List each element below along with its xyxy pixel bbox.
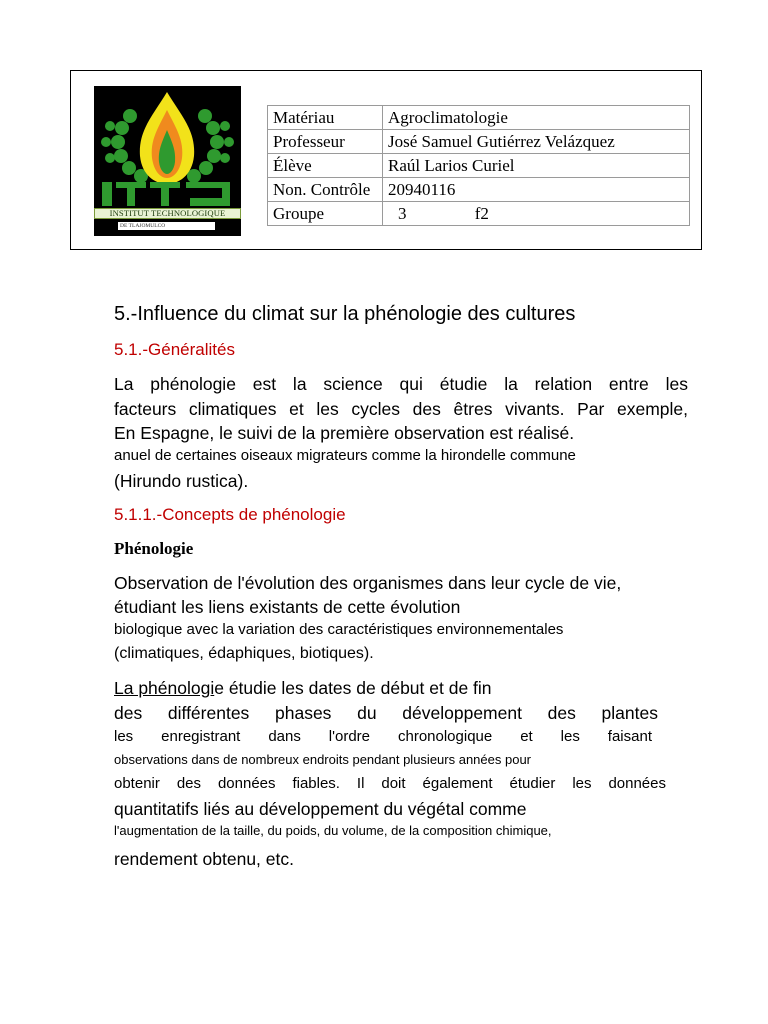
table-value — [383, 202, 690, 226]
flame-emblem-icon — [94, 86, 241, 208]
paragraph-text: e étudie les dates de début et de fin — [214, 678, 492, 698]
paragraph-line: l'augmentation de la taille, du poids, du volume, de la composition chimique, — [114, 823, 552, 838]
table-row — [268, 130, 690, 154]
groupe-number: 3 — [398, 203, 407, 223]
paragraph-line: (climatiques, édaphiques, biotiques). — [114, 645, 374, 662]
paragraph-line — [114, 677, 688, 699]
logo-sub-text: DE TLAJOMULCO — [118, 222, 215, 230]
groupe-code: f2 — [474, 203, 489, 223]
paragraph-line: En Espagne, le suivi de la première observation est réalisé. — [114, 423, 575, 443]
table-label: Élève — [268, 154, 383, 178]
institution-logo — [94, 86, 241, 236]
paragraph-line: Observation de l'évolution des organismes dans leur cycle de vie, — [114, 573, 622, 593]
student-info-table — [267, 105, 690, 226]
table-label: Professeur — [268, 130, 383, 154]
paragraph-line: les enregistrant dans l'ordre chronologique et les faisant — [114, 728, 652, 745]
subsection-title: 5.1.1.-Concepts de phénologie — [114, 505, 346, 524]
paragraph-line: des différentes phases du développement des plantes — [114, 703, 658, 723]
underlined-term: La phénologi — [114, 678, 215, 698]
table-row — [268, 202, 690, 226]
logo-band-text: INSTITUT TECHNOLOGIQUE — [94, 208, 241, 219]
paragraph-line: anuel de certaines oiseaux migrateurs comme la hirondelle commune — [114, 447, 576, 464]
paragraph-line: facteurs climatiques et les cycles des êtres vivants. Par exemple, — [114, 399, 688, 419]
header-box — [70, 70, 702, 250]
paragraph-line: rendement obtenu, etc. — [114, 849, 294, 869]
table-value: Agroclimatologie — [383, 106, 690, 130]
paragraph-line: (Hirundo rustica). — [114, 471, 249, 491]
subsection-title: 5.1.-Généralités — [114, 340, 235, 359]
paragraph-line: quantitatifs liés au développement du végétal comme — [114, 799, 527, 819]
paragraph-line: La phénologie est la science qui étudie la relation entre les — [114, 374, 688, 394]
table-value: Raúl Larios Curiel — [383, 154, 690, 178]
table-row — [268, 178, 690, 202]
paragraph-line: observations dans de nombreux endroits pendant plusieurs années pour — [114, 752, 531, 767]
term-heading: Phénologie — [114, 539, 194, 558]
table-label: Non. Contrôle — [268, 178, 383, 202]
table-label: Groupe — [268, 202, 383, 226]
section-title: 5.-Influence du climat sur la phénologie des cultures — [114, 303, 576, 325]
paragraph-line: biologique avec la variation des caractéristiques environnementales — [114, 621, 564, 638]
paragraph-line: étudiant les liens existants de cette évolution — [114, 597, 461, 617]
table-value: José Samuel Gutiérrez Velázquez — [383, 130, 690, 154]
table-row — [268, 106, 690, 130]
table-row — [268, 154, 690, 178]
table-label: Matériau — [268, 106, 383, 130]
table-value: 20940116 — [383, 178, 690, 202]
paragraph-line: obtenir des données fiables. Il doit également étudier les données — [114, 775, 666, 792]
